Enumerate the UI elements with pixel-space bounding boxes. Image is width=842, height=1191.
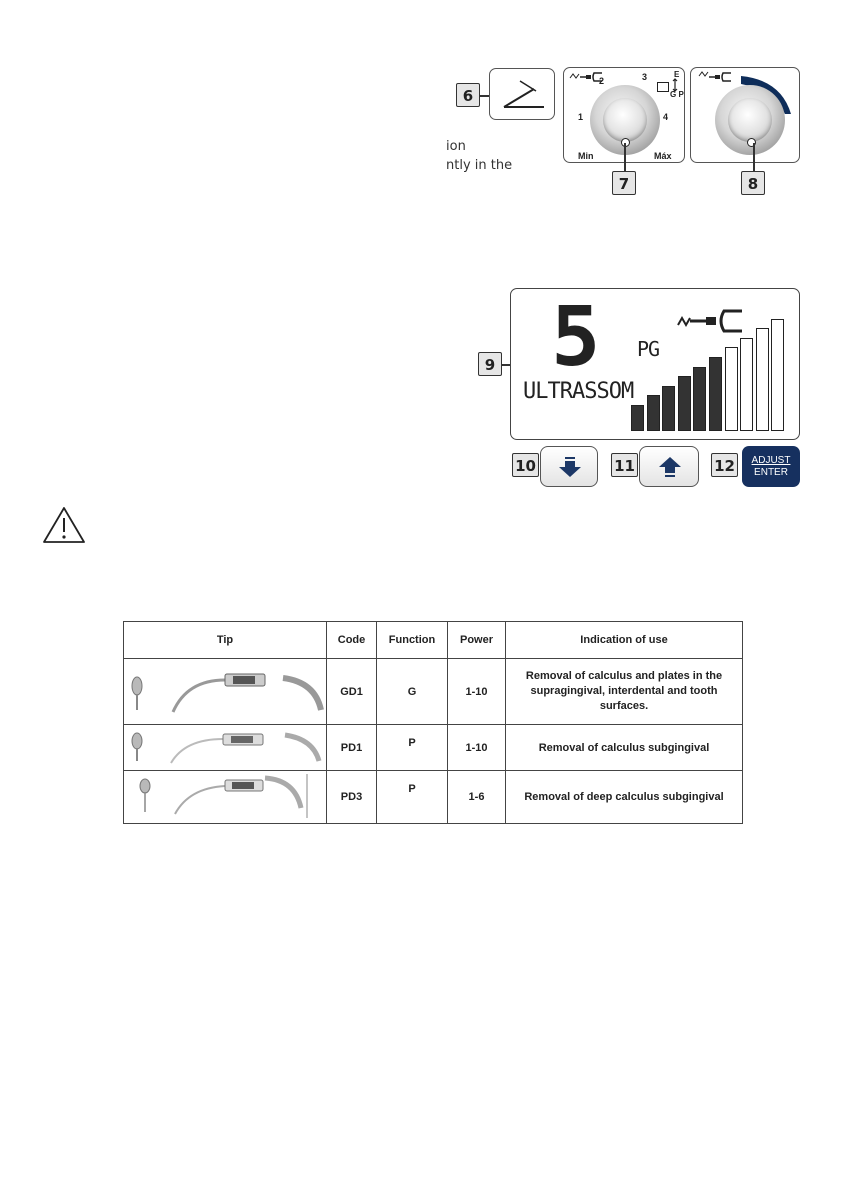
power-bar xyxy=(693,367,706,431)
knob-indicator-dot xyxy=(621,138,630,147)
callout-11: 11 xyxy=(611,453,638,477)
cell-code: PD3 xyxy=(327,771,377,824)
cell-function: G xyxy=(377,659,448,725)
power-bar xyxy=(631,405,644,431)
cell-function: P xyxy=(377,725,448,771)
adjust-enter-button[interactable] xyxy=(742,446,800,487)
increase-button[interactable] xyxy=(639,446,699,487)
knob-min-label: Min xyxy=(578,151,594,161)
tips-table xyxy=(123,621,743,824)
tip-image xyxy=(124,659,327,725)
callout-7: 7 xyxy=(612,171,636,195)
cut-text-line-2: ntly in the xyxy=(446,158,513,173)
table-row xyxy=(124,659,743,725)
knob-max-label: Máx xyxy=(654,151,672,161)
lcd-function-label: PG xyxy=(637,337,660,361)
knob-scale-2: 2 xyxy=(599,76,605,86)
table-row xyxy=(124,725,743,771)
adjust-label: ADJUST xyxy=(751,455,791,466)
power-bar xyxy=(771,319,784,431)
header-code: Code xyxy=(327,622,377,659)
knob-scale-4: 4 xyxy=(663,112,669,122)
header-function: Function xyxy=(377,622,448,659)
decrease-button[interactable] xyxy=(540,446,598,487)
callout-12: 12 xyxy=(711,453,738,477)
power-bar xyxy=(709,357,722,431)
power-bar xyxy=(647,395,660,431)
cell-power: 1-10 xyxy=(448,659,506,725)
cell-power: 1-6 xyxy=(448,771,506,824)
cell-code: GD1 xyxy=(327,659,377,725)
warning-triangle-icon xyxy=(42,506,86,544)
knob-indicator-dot xyxy=(747,138,756,147)
lcd-power-value: 5 xyxy=(551,290,601,385)
callout-8: 8 xyxy=(741,171,765,195)
cell-indication: Removal of calculus and plates in the supragingival, interdental and tooth surfaces. xyxy=(506,659,743,725)
callout-6: 6 xyxy=(456,83,480,107)
tip-gd1-illustration xyxy=(125,660,325,720)
lcd-handpiece-icon xyxy=(676,305,746,333)
irrigation-knob-panel xyxy=(690,67,800,163)
mode-e-label: E xyxy=(674,70,680,79)
power-bar xyxy=(662,386,675,431)
power-bar xyxy=(725,347,738,431)
power-bar xyxy=(678,376,691,431)
cell-function: P xyxy=(377,771,448,824)
cell-code: PD1 xyxy=(327,725,377,771)
irrigation-knob-cap xyxy=(728,98,772,142)
header-power: Power xyxy=(448,622,506,659)
power-knob-cap xyxy=(603,98,647,142)
cut-text-line-1: ion xyxy=(446,139,466,154)
tip-pd1-illustration xyxy=(125,725,325,767)
header-indication: Indication of use xyxy=(506,622,743,659)
arrow-up-icon xyxy=(659,457,681,477)
tip-pd3-illustration xyxy=(125,772,325,820)
table-header-row xyxy=(124,622,743,659)
cell-power: 1-10 xyxy=(448,725,506,771)
tip-image xyxy=(124,725,327,771)
callout-9: 9 xyxy=(478,352,502,376)
table-row xyxy=(124,771,743,824)
cell-indication: Removal of calculus subgingival xyxy=(506,725,743,771)
tip-image xyxy=(124,771,327,824)
arrow-down-icon xyxy=(559,457,581,477)
lcd-display xyxy=(510,288,800,440)
power-bar xyxy=(740,338,753,431)
weight-icon xyxy=(657,82,669,92)
lcd-mode-label: ULTRASSOM xyxy=(523,379,634,404)
callout-10: 10 xyxy=(512,453,539,477)
leader-line xyxy=(624,143,626,172)
power-bar xyxy=(756,328,769,431)
mode-arrow-icon xyxy=(672,78,678,92)
knob-scale-3: 3 xyxy=(642,72,648,82)
pedal-panel xyxy=(489,68,555,120)
cell-indication: Removal of deep calculus subgingival xyxy=(506,771,743,824)
pedal-icon xyxy=(490,69,556,121)
header-tip: Tip xyxy=(124,622,327,659)
mode-gp-label: G P xyxy=(670,90,684,99)
enter-label: ENTER xyxy=(754,467,788,478)
knob-scale-1: 1 xyxy=(578,112,584,122)
leader-line xyxy=(753,143,755,172)
